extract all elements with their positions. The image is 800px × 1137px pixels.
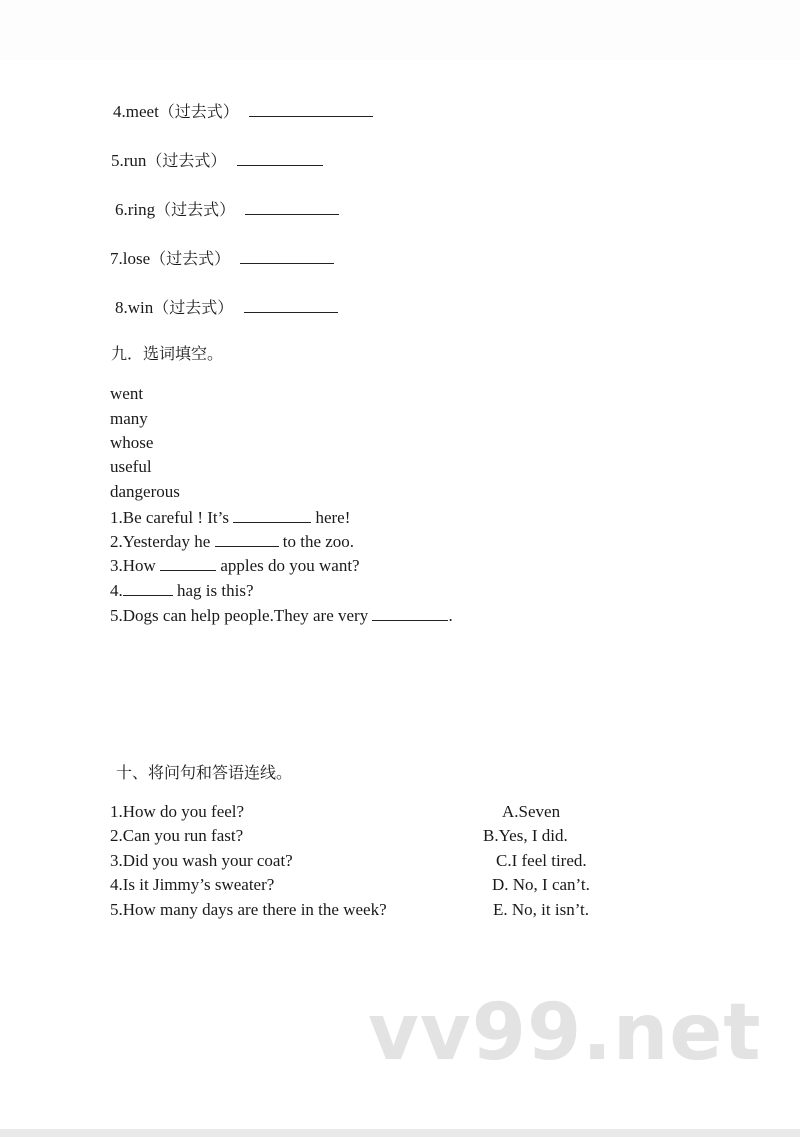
- match-question-2: 2.Can you run fast?: [110, 826, 244, 845]
- answer-blank[interactable]: [249, 102, 373, 117]
- word-bank-item: useful: [110, 457, 152, 476]
- tense-note: （过去式）: [155, 200, 236, 219]
- tense-note: （过去式）: [158, 102, 239, 121]
- fill-sentence-4: [110, 581, 254, 599]
- tense-item-7: [110, 249, 334, 267]
- sentence-text: 3.How: [110, 556, 161, 575]
- tense-word: 5.run: [111, 151, 147, 170]
- match-answer-b: B.Yes, I did.: [483, 826, 568, 845]
- tense-item-8: [115, 298, 338, 316]
- answer-blank[interactable]: [215, 532, 279, 547]
- sentence-text: apples do you want?: [216, 556, 360, 575]
- answer-blank[interactable]: [240, 249, 334, 264]
- answer-blank[interactable]: [160, 556, 216, 571]
- watermark: vv99.net: [368, 988, 762, 1078]
- word-bank-item: went: [110, 384, 144, 403]
- sentence-text: 4.: [110, 581, 123, 600]
- tense-word: 4.meet: [113, 102, 159, 121]
- tense-word: 7.lose: [110, 249, 151, 268]
- fill-sentence-3: [110, 556, 360, 574]
- sentence-text: 1.Be careful ! It’s: [110, 508, 234, 527]
- fill-sentence-2: [110, 532, 354, 550]
- tense-item-6: [115, 200, 339, 218]
- sentence-text: here!: [311, 508, 351, 527]
- match-question-1: 1.How do you feel?: [110, 802, 245, 821]
- word-bank-item: many: [110, 409, 148, 428]
- tense-word: 8.win: [115, 298, 154, 317]
- match-question-5: 5.How many days are there in the week?: [110, 900, 387, 919]
- sentence-text: 5.Dogs can help people.They are very: [110, 606, 373, 625]
- word-bank-item: dangerous: [110, 482, 180, 501]
- sentence-text: 2.Yesterday he: [110, 532, 215, 551]
- tense-note: （过去式）: [146, 151, 227, 170]
- match-answer-a: A.Seven: [502, 802, 561, 821]
- section-10-heading: 十、将问句和答语连线。: [116, 763, 293, 782]
- tense-word: 6.ring: [115, 200, 156, 219]
- answer-blank[interactable]: [244, 298, 338, 313]
- fill-sentence-5: [110, 606, 453, 624]
- match-answer-c: C.I feel tired.: [496, 851, 587, 870]
- sentence-text: to the zoo.: [278, 532, 355, 551]
- tense-note: （过去式）: [153, 298, 234, 317]
- answer-blank[interactable]: [245, 200, 339, 215]
- page-bottom-edge: [0, 1129, 800, 1137]
- match-question-4: 4.Is it Jimmy’s sweater?: [110, 875, 275, 894]
- word-bank-item: whose: [110, 433, 154, 452]
- fill-sentence-1: [110, 508, 350, 526]
- match-question-3: 3.Did you wash your coat?: [110, 851, 293, 870]
- match-answer-d: D. No, I can’t.: [492, 875, 590, 894]
- answer-blank[interactable]: [237, 151, 323, 166]
- match-answer-e: E. No, it isn’t.: [493, 900, 590, 919]
- sentence-text: .: [448, 606, 453, 625]
- sentence-text: hag is this?: [172, 581, 254, 600]
- answer-blank[interactable]: [372, 606, 448, 621]
- answer-blank[interactable]: [123, 581, 173, 596]
- page-top-margin: [0, 0, 800, 60]
- tense-note: （过去式）: [150, 249, 231, 268]
- tense-item-5: [111, 151, 323, 169]
- tense-item-4: [113, 102, 373, 120]
- section-9-heading: 九．选词填空。: [111, 344, 224, 363]
- answer-blank[interactable]: [233, 508, 311, 523]
